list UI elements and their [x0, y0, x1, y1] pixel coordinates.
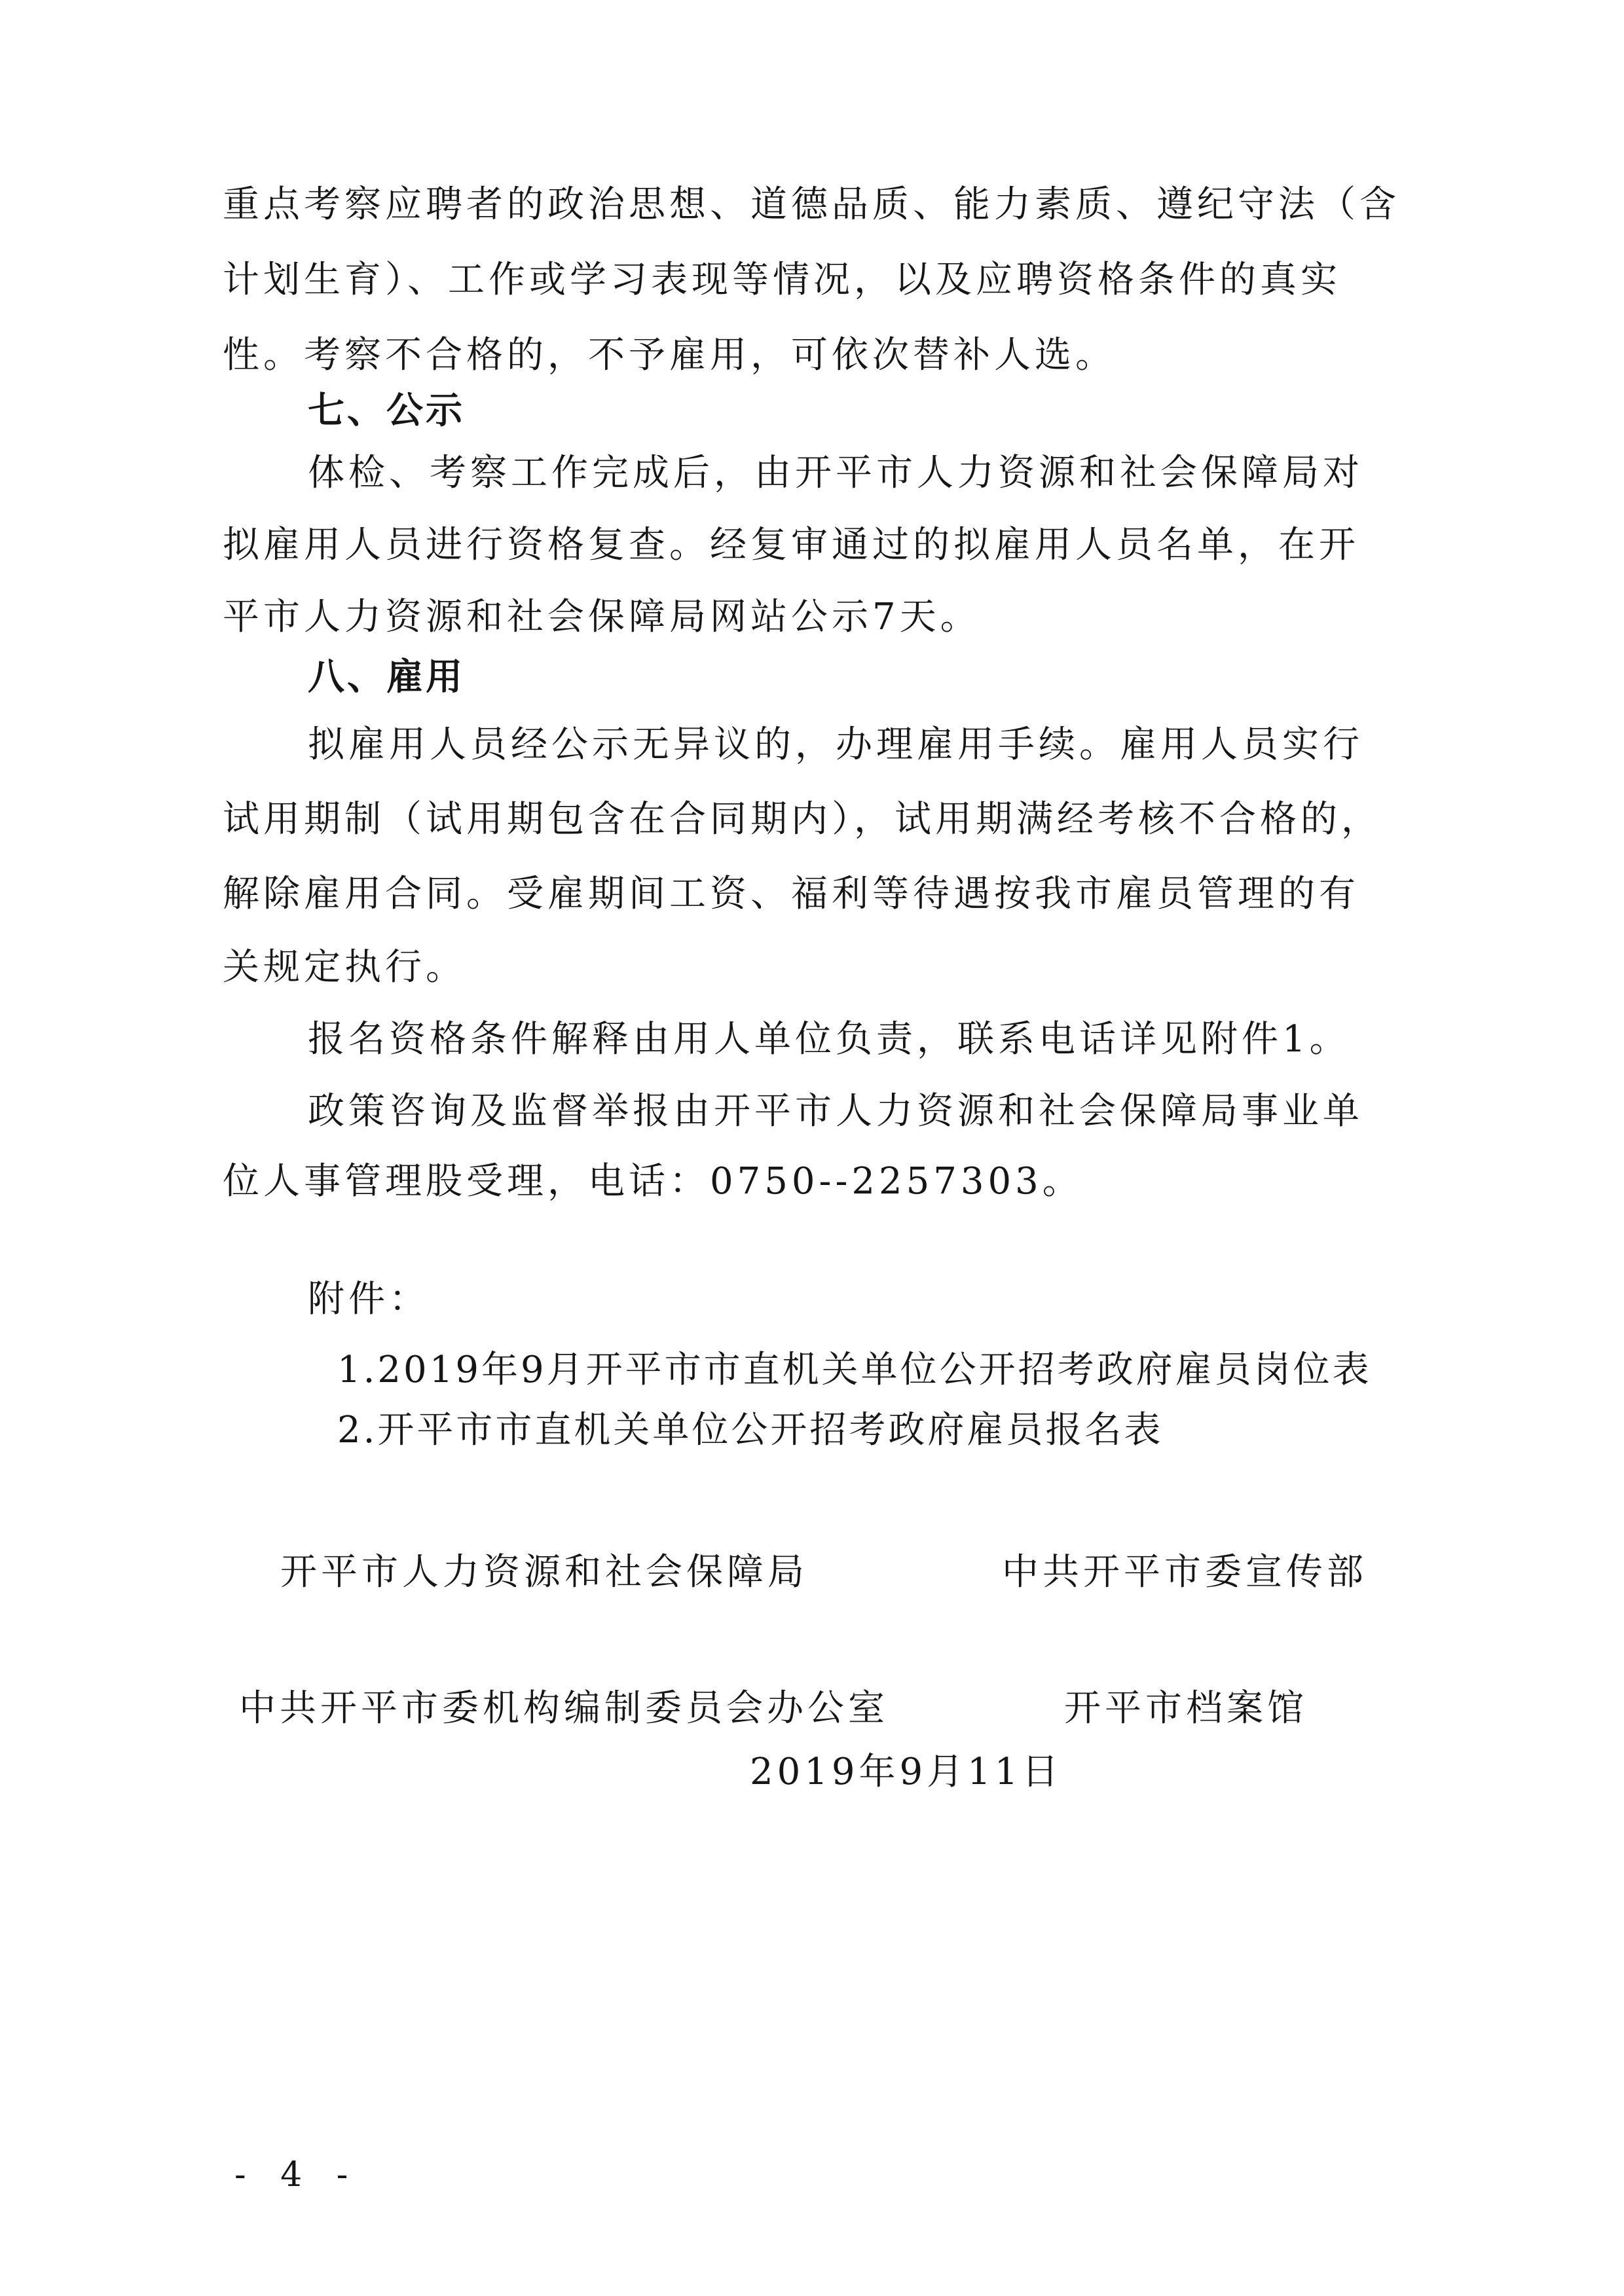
signature-org-staffing: 中共开平市委机构编制委员会办公室 — [239, 1687, 889, 1730]
paragraph-line: 试用期制（试用期包含在合同期内），试用期满经考核不合格的， — [223, 798, 1382, 841]
paragraph-line: 计划生育）、工作或学习表现等情况，以及应聘资格条件的真实 — [223, 259, 1341, 301]
signature-org-archives: 开平市档案馆 — [1064, 1687, 1308, 1730]
contact-line: 报名资格条件解释由用人单位负责，联系电话详见附件1。 — [308, 1018, 1350, 1061]
paragraph-line: 重点考察应聘者的政治思想、道德品质、能力素质、遵纪守法（含 — [223, 183, 1400, 226]
paragraph-line: 关规定执行。 — [223, 946, 466, 989]
paragraph-line: 政策咨询及监督举报由开平市人力资源和社会保障局事业单 — [308, 1090, 1363, 1133]
paragraph-line: 性。考察不合格的，不予雇用，可依次替补人选。 — [223, 334, 1116, 376]
paragraph-line: 平市人力资源和社会保障局网站公示7天。 — [223, 596, 981, 638]
section-heading-publicity: 七、公示 — [308, 390, 465, 432]
paragraph-line: 解除雇用合同。受雇期间工资、福利等待遇按我市雇员管理的有 — [223, 873, 1359, 915]
signature-org-hrss: 开平市人力资源和社会保障局 — [280, 1551, 808, 1594]
section-heading-employment: 八、雇用 — [308, 656, 465, 699]
attachment-item-2: 2.开平市市直机关单位公开招考政府雇员报名表 — [337, 1409, 1164, 1451]
paragraph-line: 拟雇用人员经公示无异议的，办理雇用手续。雇用人员实行 — [308, 723, 1363, 766]
signature-date: 2019年9月11日 — [750, 1751, 1063, 1793]
signature-org-propaganda: 中共开平市委宣传部 — [1002, 1551, 1367, 1594]
page-number: - 4 - — [234, 2155, 360, 2195]
paragraph-line: 拟雇用人员进行资格复查。经复审通过的拟雇用人员名单，在开 — [223, 524, 1359, 566]
paragraph-line: 体检、考察工作完成后，由开平市人力资源和社会保障局对 — [308, 452, 1363, 494]
attachments-label: 附件： — [308, 1278, 430, 1321]
paragraph-line: 位人事管理股受理，电话：0750--2257303。 — [223, 1160, 1083, 1203]
attachment-item-1: 1.2019年9月开平市市直机关单位公开招考政府雇员岗位表 — [337, 1349, 1372, 1391]
